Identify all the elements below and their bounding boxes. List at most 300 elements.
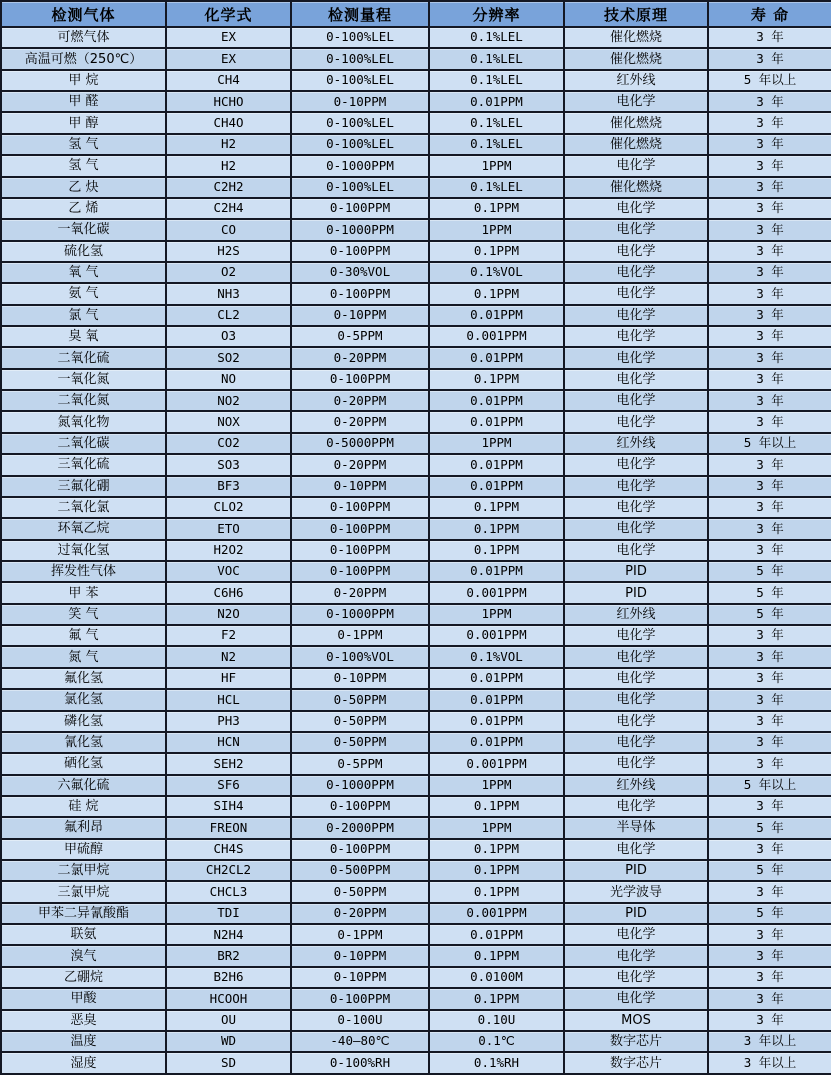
cell-formula: SD (166, 1052, 291, 1074)
cell-principle: 电化学 (564, 540, 708, 561)
cell-resolution: 0.01PPM (429, 668, 564, 689)
cell-principle: 电化学 (564, 305, 708, 326)
cell-formula: BR2 (166, 945, 291, 966)
cell-range: 0-100%LEL (291, 48, 429, 69)
cell-resolution: 0.01PPM (429, 732, 564, 753)
cell-lifespan: 3 年 (708, 198, 831, 219)
table-row (1, 219, 831, 240)
cell-principle: 电化学 (564, 839, 708, 860)
cell-gas-name: 温度 (1, 1031, 166, 1052)
cell-lifespan: 3 年 (708, 134, 831, 155)
cell-resolution: 0.01PPM (429, 924, 564, 945)
cell-range: 0-100%VOL (291, 646, 429, 667)
cell-principle: 红外线 (564, 775, 708, 796)
cell-principle: 催化燃烧 (564, 134, 708, 155)
cell-gas-name: 乙 烯 (1, 198, 166, 219)
cell-resolution: 0.1%LEL (429, 112, 564, 133)
cell-lifespan: 3 年 (708, 305, 831, 326)
cell-gas-name: 二氧化氯 (1, 497, 166, 518)
cell-gas-name: 环氧乙烷 (1, 518, 166, 539)
cell-principle: 红外线 (564, 604, 708, 625)
cell-lifespan: 3 年 (708, 369, 831, 390)
cell-range: 0-50PPM (291, 881, 429, 902)
cell-principle: 电化学 (564, 796, 708, 817)
cell-formula: CH4 (166, 70, 291, 91)
cell-formula: CH4O (166, 112, 291, 133)
cell-formula: EX (166, 48, 291, 69)
table-row (1, 839, 831, 860)
cell-principle: PID (564, 860, 708, 881)
cell-principle: 电化学 (564, 454, 708, 475)
cell-formula: EX (166, 27, 291, 48)
cell-resolution: 1PPM (429, 219, 564, 240)
cell-gas-name: 硫化氢 (1, 241, 166, 262)
cell-principle: 数字芯片 (564, 1052, 708, 1074)
cell-gas-name: 可燃气体 (1, 27, 166, 48)
table-row (1, 860, 831, 881)
cell-principle: 电化学 (564, 988, 708, 1009)
cell-principle: 电化学 (564, 711, 708, 732)
cell-formula: F2 (166, 625, 291, 646)
cell-gas-name: 三氟化硼 (1, 476, 166, 497)
cell-range: 0-100%LEL (291, 27, 429, 48)
cell-gas-name: 硒化氢 (1, 753, 166, 774)
table-row (1, 924, 831, 945)
cell-gas-name: 甲 苯 (1, 582, 166, 603)
table-row (1, 112, 831, 133)
cell-resolution: 0.01PPM (429, 711, 564, 732)
cell-principle: PID (564, 561, 708, 582)
cell-principle: 光学波导 (564, 881, 708, 902)
cell-resolution: 0.01PPM (429, 411, 564, 432)
cell-gas-name: 甲硫醇 (1, 839, 166, 860)
cell-range: 0-20PPM (291, 390, 429, 411)
cell-gas-name: 恶臭 (1, 1010, 166, 1031)
cell-lifespan: 3 年 (708, 881, 831, 902)
cell-lifespan: 3 年 (708, 839, 831, 860)
cell-formula: HCOOH (166, 988, 291, 1009)
cell-lifespan: 3 年 (708, 112, 831, 133)
cell-gas-name: 乙硼烷 (1, 967, 166, 988)
cell-gas-name: 高温可燃（250℃） (1, 48, 166, 69)
cell-formula: FREON (166, 817, 291, 838)
cell-principle: 电化学 (564, 518, 708, 539)
cell-range: 0-100%LEL (291, 177, 429, 198)
cell-lifespan: 3 年 (708, 155, 831, 176)
cell-gas-name: 甲苯二异氰酸酯 (1, 903, 166, 924)
cell-resolution: 0.1PPM (429, 369, 564, 390)
table-row (1, 988, 831, 1009)
cell-lifespan: 5 年 (708, 561, 831, 582)
cell-range: 0-100PPM (291, 988, 429, 1009)
cell-lifespan: 3 年 (708, 476, 831, 497)
table-row (1, 732, 831, 753)
cell-principle: 电化学 (564, 369, 708, 390)
cell-range: 0-10PPM (291, 476, 429, 497)
cell-range: 0-100PPM (291, 540, 429, 561)
cell-resolution: 0.1PPM (429, 241, 564, 262)
cell-lifespan: 3 年 (708, 390, 831, 411)
table-row (1, 625, 831, 646)
cell-range: 0-10PPM (291, 91, 429, 112)
table-row (1, 967, 831, 988)
cell-resolution: 0.1%VOL (429, 646, 564, 667)
cell-resolution: 0.1%RH (429, 1052, 564, 1074)
cell-resolution: 0.1%LEL (429, 48, 564, 69)
cell-principle: 电化学 (564, 155, 708, 176)
cell-formula: SEH2 (166, 753, 291, 774)
cell-principle: PID (564, 582, 708, 603)
cell-principle: MOS (564, 1010, 708, 1031)
cell-resolution: 0.01PPM (429, 454, 564, 475)
cell-principle: 催化燃烧 (564, 48, 708, 69)
cell-gas-name: 磷化氢 (1, 711, 166, 732)
table-row (1, 177, 831, 198)
cell-resolution: 0.10U (429, 1010, 564, 1031)
cell-range: 0-20PPM (291, 582, 429, 603)
table-row (1, 945, 831, 966)
cell-lifespan: 3 年 (708, 262, 831, 283)
cell-principle: 电化学 (564, 924, 708, 945)
cell-resolution: 0.001PPM (429, 753, 564, 774)
cell-principle: 电化学 (564, 732, 708, 753)
table-row (1, 881, 831, 902)
cell-principle: 电化学 (564, 753, 708, 774)
cell-range: 0-5PPM (291, 753, 429, 774)
cell-resolution: 0.1PPM (429, 497, 564, 518)
table-row (1, 241, 831, 262)
cell-gas-name: 三氧化硫 (1, 454, 166, 475)
cell-resolution: 0.1%LEL (429, 27, 564, 48)
cell-formula: O3 (166, 326, 291, 347)
cell-gas-name: 甲 烷 (1, 70, 166, 91)
table-row (1, 454, 831, 475)
table-row (1, 796, 831, 817)
cell-lifespan: 3 年 (708, 48, 831, 69)
cell-lifespan: 5 年以上 (708, 775, 831, 796)
cell-gas-name: 氮 气 (1, 646, 166, 667)
cell-resolution: 0.001PPM (429, 903, 564, 924)
cell-range: 0-100PPM (291, 796, 429, 817)
cell-formula: CLO2 (166, 497, 291, 518)
cell-resolution: 1PPM (429, 604, 564, 625)
cell-gas-name: 二氧化碳 (1, 433, 166, 454)
cell-principle: 电化学 (564, 241, 708, 262)
cell-lifespan: 3 年 (708, 540, 831, 561)
cell-gas-name: 二氯甲烷 (1, 860, 166, 881)
table-row (1, 411, 831, 432)
table-row (1, 262, 831, 283)
column-header-resolution: 分辨率 (429, 1, 564, 27)
cell-resolution: 0.01PPM (429, 390, 564, 411)
cell-resolution: 0.1℃ (429, 1031, 564, 1052)
cell-range: 0-1000PPM (291, 219, 429, 240)
cell-formula: VOC (166, 561, 291, 582)
cell-lifespan: 3 年 (708, 454, 831, 475)
table-row (1, 689, 831, 710)
cell-range: 0-10PPM (291, 305, 429, 326)
table-row (1, 283, 831, 304)
cell-formula: H2 (166, 155, 291, 176)
cell-resolution: 0.01PPM (429, 305, 564, 326)
cell-range: 0-100%LEL (291, 112, 429, 133)
table-row (1, 305, 831, 326)
cell-formula: N2 (166, 646, 291, 667)
cell-formula: N2H4 (166, 924, 291, 945)
cell-gas-name: 六氟化硫 (1, 775, 166, 796)
cell-range: 0-100PPM (291, 561, 429, 582)
cell-formula: BF3 (166, 476, 291, 497)
cell-lifespan: 3 年 (708, 411, 831, 432)
cell-resolution: 0.1PPM (429, 518, 564, 539)
cell-resolution: 1PPM (429, 817, 564, 838)
column-header-lifespan: 寿 命 (708, 1, 831, 27)
table-row (1, 433, 831, 454)
cell-range: 0-100PPM (291, 839, 429, 860)
cell-gas-name: 二氧化氮 (1, 390, 166, 411)
cell-lifespan: 5 年以上 (708, 70, 831, 91)
cell-formula: NH3 (166, 283, 291, 304)
cell-resolution: 0.1PPM (429, 860, 564, 881)
column-header-gas: 检测气体 (1, 1, 166, 27)
cell-principle: 电化学 (564, 262, 708, 283)
cell-resolution: 0.01PPM (429, 91, 564, 112)
cell-gas-name: 笑 气 (1, 604, 166, 625)
cell-gas-name: 二氧化硫 (1, 347, 166, 368)
cell-range: 0-100PPM (291, 518, 429, 539)
cell-range: 0-50PPM (291, 711, 429, 732)
header-row (1, 1, 831, 27)
cell-formula: H2O2 (166, 540, 291, 561)
cell-formula: CL2 (166, 305, 291, 326)
cell-principle: 电化学 (564, 219, 708, 240)
cell-formula: CHCL3 (166, 881, 291, 902)
cell-principle: 电化学 (564, 326, 708, 347)
cell-resolution: 0.001PPM (429, 582, 564, 603)
table-row (1, 753, 831, 774)
cell-lifespan: 3 年 (708, 91, 831, 112)
cell-principle: 电化学 (564, 646, 708, 667)
cell-formula: C2H2 (166, 177, 291, 198)
table-row (1, 903, 831, 924)
cell-gas-name: 氟 气 (1, 625, 166, 646)
cell-resolution: 0.1PPM (429, 540, 564, 561)
cell-formula: SF6 (166, 775, 291, 796)
table-body (1, 27, 831, 1074)
cell-gas-name: 氢 气 (1, 155, 166, 176)
cell-formula: N2O (166, 604, 291, 625)
cell-resolution: 0.001PPM (429, 326, 564, 347)
cell-gas-name: 氟化氢 (1, 668, 166, 689)
cell-formula: HCL (166, 689, 291, 710)
cell-resolution: 0.1PPM (429, 988, 564, 1009)
table-row (1, 91, 831, 112)
cell-lifespan: 3 年 (708, 646, 831, 667)
cell-gas-name: 氯 气 (1, 305, 166, 326)
table-row (1, 582, 831, 603)
cell-range: 0-5000PPM (291, 433, 429, 454)
table-row (1, 390, 831, 411)
cell-gas-name: 甲 醛 (1, 91, 166, 112)
cell-lifespan: 3 年以上 (708, 1031, 831, 1052)
table-row (1, 476, 831, 497)
cell-gas-name: 一氧化氮 (1, 369, 166, 390)
cell-resolution: 0.1%VOL (429, 262, 564, 283)
cell-lifespan: 3 年 (708, 967, 831, 988)
cell-principle: 电化学 (564, 945, 708, 966)
table-row (1, 27, 831, 48)
cell-resolution: 0.1PPM (429, 945, 564, 966)
cell-range: 0-100PPM (291, 369, 429, 390)
table-row (1, 561, 831, 582)
cell-gas-name: 过氧化氢 (1, 540, 166, 561)
cell-range: 0-10PPM (291, 945, 429, 966)
cell-formula: SIH4 (166, 796, 291, 817)
column-header-range: 检测量程 (291, 1, 429, 27)
cell-range: 0-10PPM (291, 967, 429, 988)
cell-lifespan: 3 年 (708, 796, 831, 817)
cell-lifespan: 3 年 (708, 753, 831, 774)
table-row (1, 775, 831, 796)
cell-formula: WD (166, 1031, 291, 1052)
cell-lifespan: 5 年 (708, 903, 831, 924)
cell-formula: HF (166, 668, 291, 689)
cell-gas-name: 甲 醇 (1, 112, 166, 133)
cell-gas-name: 硅 烷 (1, 796, 166, 817)
cell-gas-name: 挥发性气体 (1, 561, 166, 582)
cell-resolution: 0.01PPM (429, 476, 564, 497)
cell-range: 0-100PPM (291, 497, 429, 518)
cell-resolution: 0.1PPM (429, 796, 564, 817)
cell-lifespan: 3 年 (708, 625, 831, 646)
cell-range: 0-1000PPM (291, 775, 429, 796)
cell-range: 0-2000PPM (291, 817, 429, 838)
cell-formula: NO (166, 369, 291, 390)
cell-principle: 电化学 (564, 967, 708, 988)
cell-range: 0-1000PPM (291, 155, 429, 176)
cell-gas-name: 联氨 (1, 924, 166, 945)
cell-gas-name: 乙 炔 (1, 177, 166, 198)
cell-range: 0-20PPM (291, 347, 429, 368)
table-row (1, 369, 831, 390)
table-row (1, 70, 831, 91)
cell-gas-name: 氨 气 (1, 283, 166, 304)
cell-formula: C2H4 (166, 198, 291, 219)
cell-principle: 半导体 (564, 817, 708, 838)
cell-lifespan: 3 年 (708, 988, 831, 1009)
cell-gas-name: 甲酸 (1, 988, 166, 1009)
table-row (1, 198, 831, 219)
cell-gas-name: 溴气 (1, 945, 166, 966)
cell-formula: TDI (166, 903, 291, 924)
table-row (1, 326, 831, 347)
cell-principle: 电化学 (564, 347, 708, 368)
cell-resolution: 0.0100M (429, 967, 564, 988)
table-row (1, 518, 831, 539)
table-row (1, 668, 831, 689)
cell-range: 0-100PPM (291, 241, 429, 262)
cell-principle: 电化学 (564, 198, 708, 219)
cell-range: 0-500PPM (291, 860, 429, 881)
cell-lifespan: 3 年 (708, 241, 831, 262)
cell-resolution: 0.01PPM (429, 561, 564, 582)
table-row (1, 497, 831, 518)
cell-formula: HCN (166, 732, 291, 753)
cell-gas-name: 氮氧化物 (1, 411, 166, 432)
cell-resolution: 1PPM (429, 433, 564, 454)
cell-formula: H2S (166, 241, 291, 262)
table-row (1, 347, 831, 368)
cell-principle: 数字芯片 (564, 1031, 708, 1052)
cell-range: 0-100PPM (291, 283, 429, 304)
cell-resolution: 0.1%LEL (429, 177, 564, 198)
cell-gas-name: 氢 气 (1, 134, 166, 155)
cell-range: 0-100%LEL (291, 134, 429, 155)
cell-principle: 电化学 (564, 476, 708, 497)
cell-lifespan: 5 年以上 (708, 433, 831, 454)
cell-lifespan: 3 年 (708, 711, 831, 732)
cell-principle: 红外线 (564, 433, 708, 454)
cell-gas-name: 臭 氧 (1, 326, 166, 347)
cell-lifespan: 3 年 (708, 177, 831, 198)
cell-lifespan: 3 年 (708, 945, 831, 966)
cell-formula: CH4S (166, 839, 291, 860)
cell-range: 0-20PPM (291, 411, 429, 432)
table-row (1, 1031, 831, 1052)
cell-resolution: 0.1PPM (429, 881, 564, 902)
cell-formula: SO3 (166, 454, 291, 475)
cell-range: 0-100%LEL (291, 70, 429, 91)
cell-range: 0-50PPM (291, 689, 429, 710)
table-row (1, 604, 831, 625)
cell-principle: 红外线 (564, 70, 708, 91)
cell-principle: 电化学 (564, 668, 708, 689)
cell-lifespan: 3 年 (708, 668, 831, 689)
table-row (1, 134, 831, 155)
cell-formula: CO2 (166, 433, 291, 454)
cell-lifespan: 3 年 (708, 497, 831, 518)
cell-formula: O2 (166, 262, 291, 283)
cell-formula: NO2 (166, 390, 291, 411)
cell-formula: CO (166, 219, 291, 240)
cell-resolution: 0.1%LEL (429, 70, 564, 91)
cell-lifespan: 3 年以上 (708, 1052, 831, 1074)
cell-principle: 催化燃烧 (564, 177, 708, 198)
cell-range: 0-1PPM (291, 625, 429, 646)
table-row (1, 711, 831, 732)
cell-resolution: 0.1PPM (429, 198, 564, 219)
cell-lifespan: 3 年 (708, 219, 831, 240)
cell-range: 0-1000PPM (291, 604, 429, 625)
table-row (1, 48, 831, 69)
cell-resolution: 0.1PPM (429, 283, 564, 304)
cell-formula: OU (166, 1010, 291, 1031)
cell-range: 0-100U (291, 1010, 429, 1031)
cell-gas-name: 三氯甲烷 (1, 881, 166, 902)
table-row (1, 155, 831, 176)
cell-lifespan: 5 年 (708, 860, 831, 881)
cell-lifespan: 3 年 (708, 689, 831, 710)
cell-formula: NOX (166, 411, 291, 432)
column-header-principle: 技术原理 (564, 1, 708, 27)
cell-formula: B2H6 (166, 967, 291, 988)
cell-lifespan: 5 年 (708, 604, 831, 625)
cell-range: -40—80℃ (291, 1031, 429, 1052)
cell-formula: PH3 (166, 711, 291, 732)
cell-range: 0-5PPM (291, 326, 429, 347)
cell-principle: 催化燃烧 (564, 112, 708, 133)
table-row (1, 646, 831, 667)
